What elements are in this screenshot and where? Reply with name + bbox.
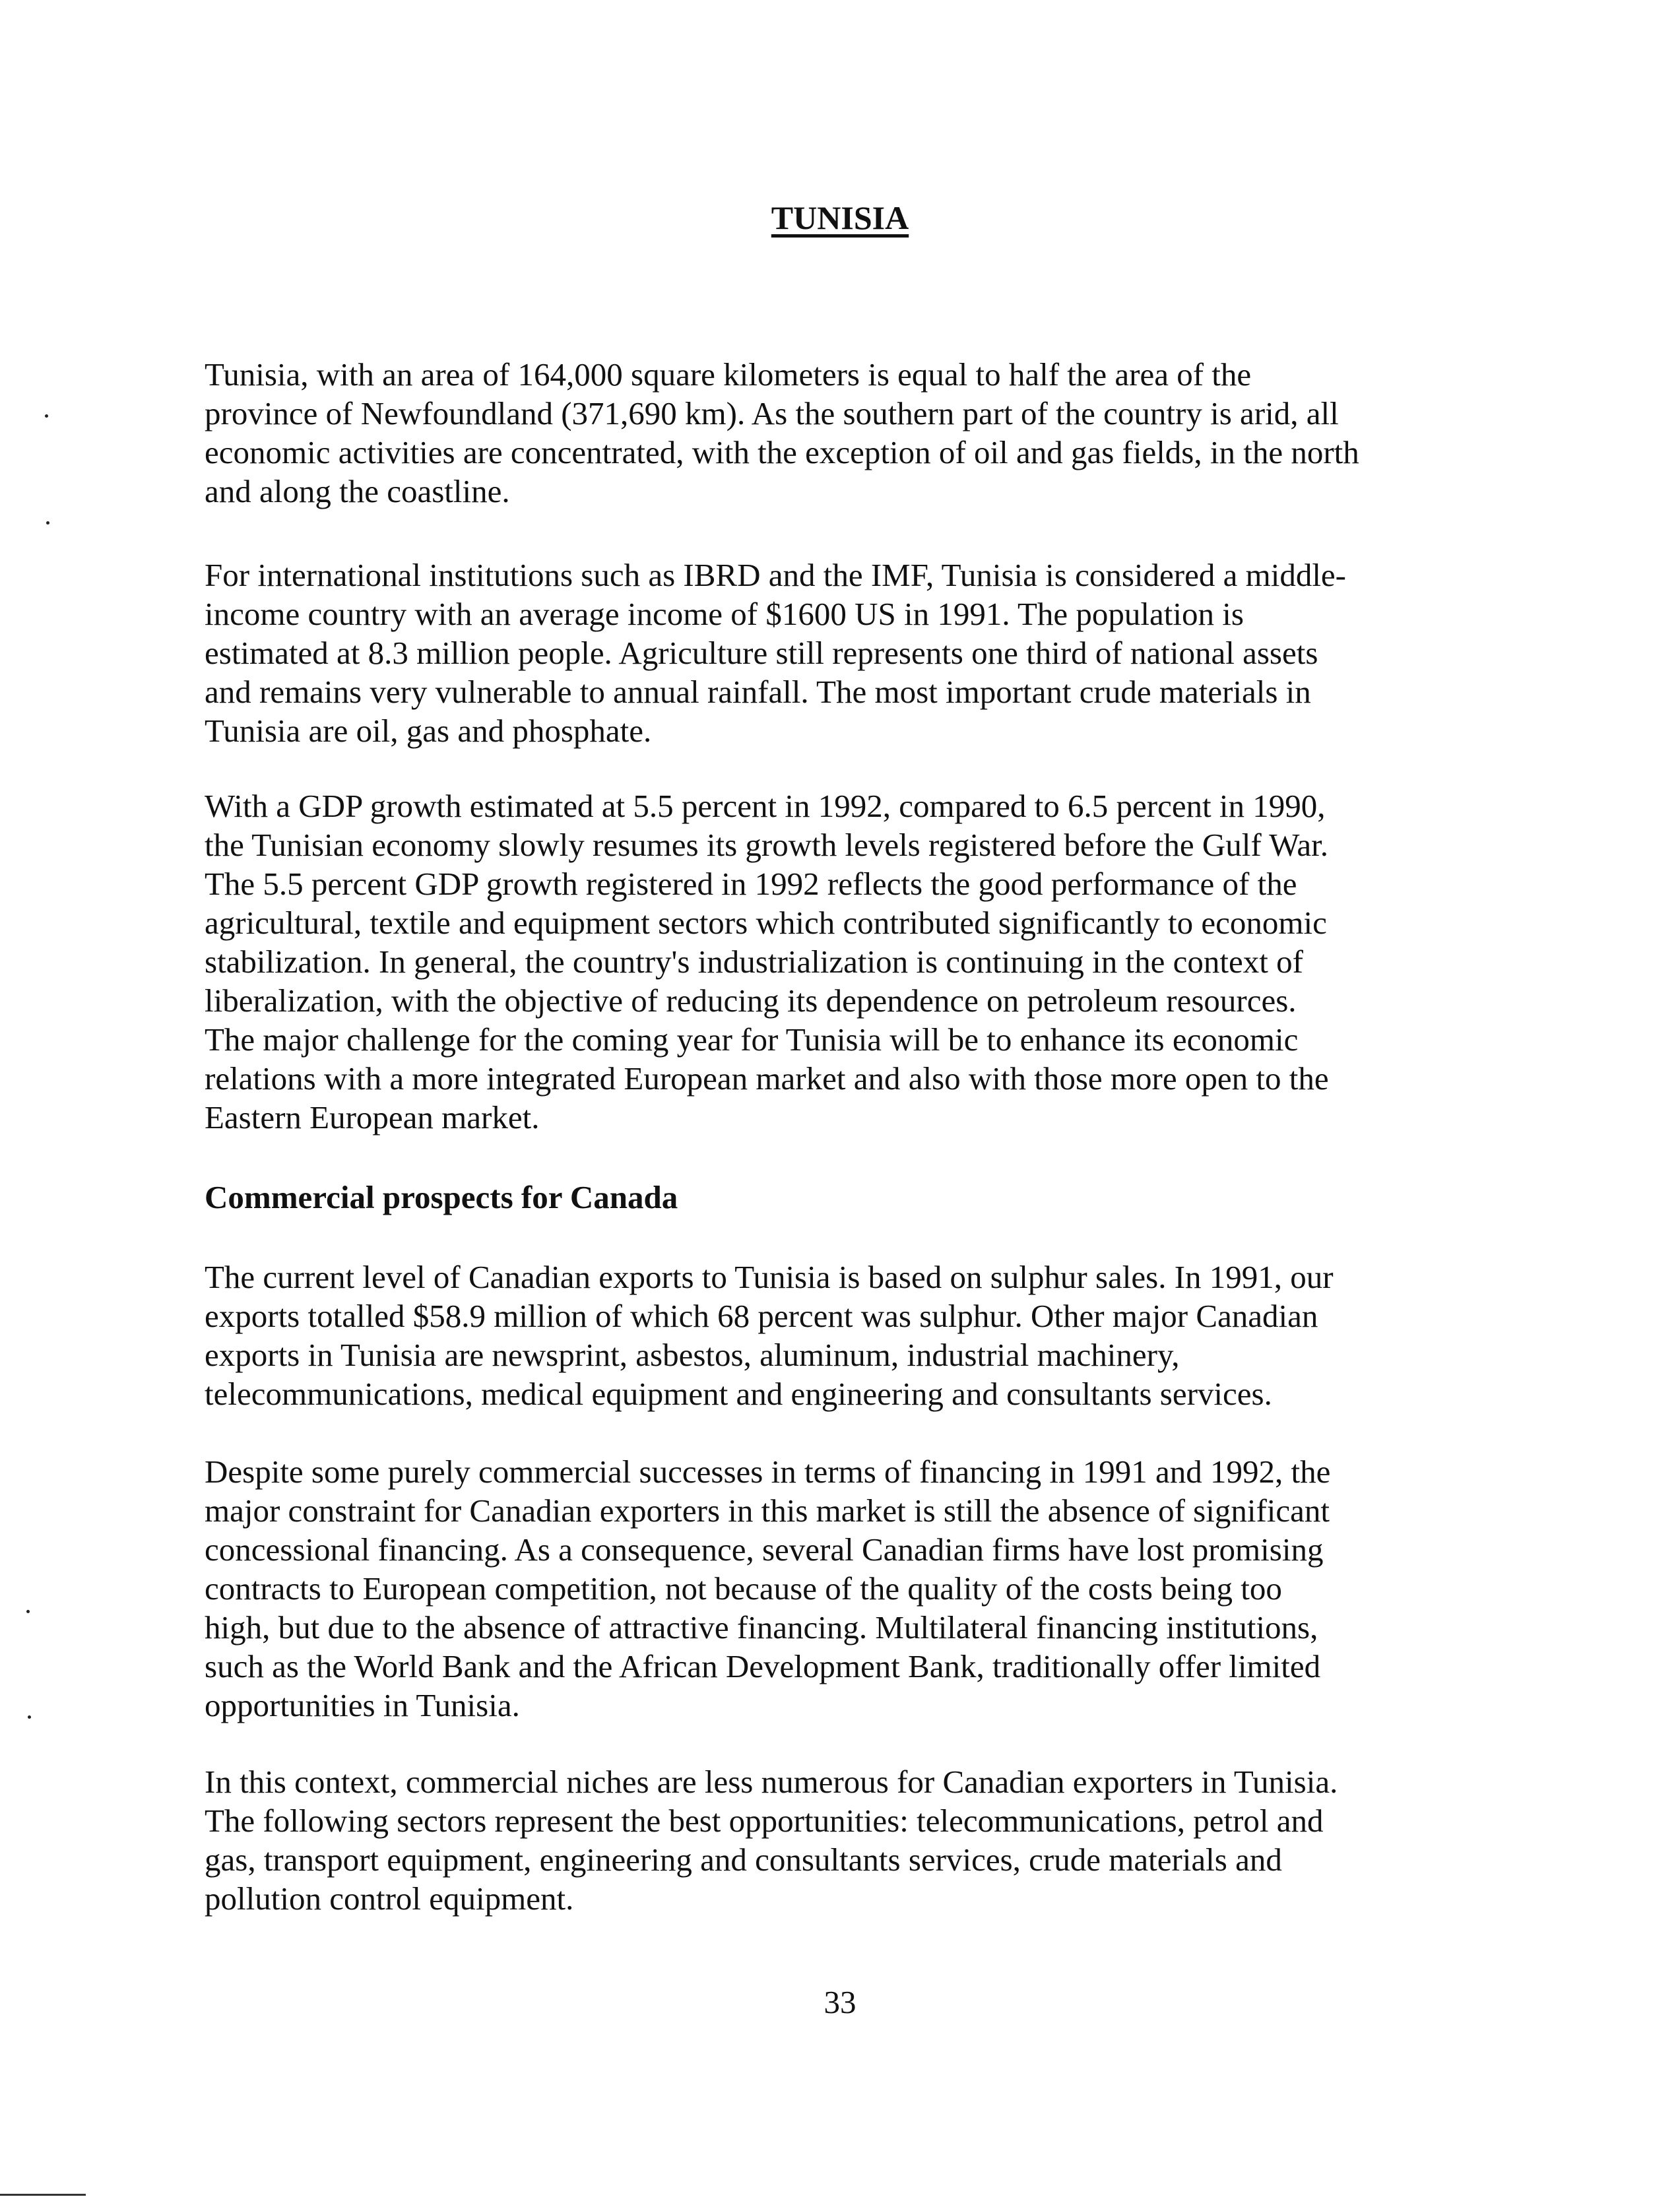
text-line: stabilization. In general, the country's industrialization is continuing in the context of — [205, 943, 1303, 980]
section-heading: Commercial prospects for Canada — [205, 1179, 678, 1215]
text-line: the Tunisian economy slowly resumes its growth levels registered before the Gulf War. — [205, 827, 1329, 863]
text-line: Eastern European market. — [205, 1099, 540, 1135]
text-line: For international institutions such as IBRD and the IMF, Tunisia is considered a middle- — [205, 557, 1347, 593]
page-number: 33 — [824, 1984, 856, 2020]
text-line: With a GDP growth estimated at 5.5 percent in 1992, compared to 6.5 percent in 1990, — [205, 788, 1326, 824]
text-line: high, but due to the absence of attractive financing. Multilateral financing institutions, — [205, 1609, 1318, 1646]
text-line: The following sectors represent the best opportunities: telecommunications, petrol and — [205, 1803, 1324, 1839]
scan-speck — [28, 1715, 31, 1719]
paragraph-economy — [205, 556, 1498, 750]
scan-speck — [46, 521, 49, 525]
text-line: exports totalled $58.9 million of which 68 percent was sulphur. Other major Canadian — [205, 1298, 1318, 1334]
text-line: agricultural, textile and equipment sectors which contributed significantly to economic — [205, 905, 1327, 941]
scan-speck — [45, 414, 48, 418]
text-line: pollution control equipment. — [205, 1880, 574, 1917]
text-line: opportunities in Tunisia. — [205, 1687, 520, 1723]
text-line: gas, transport equipment, engineering and consultants services, crude materials and — [205, 1841, 1282, 1878]
text-line: economic activities are concentrated, with the exception of oil and gas fields, in the north — [205, 434, 1359, 470]
scan-speck — [26, 1610, 30, 1613]
page-title: TUNISIA — [771, 199, 909, 236]
text-line: In this context, commercial niches are less numerous for Canadian exporters in Tunisia. — [205, 1764, 1338, 1800]
paragraph-financing — [205, 1452, 1498, 1725]
paragraph-opportunities — [205, 1762, 1498, 1918]
text-line: Despite some purely commercial successes in terms of financing in 1991 and 1992, the — [205, 1454, 1331, 1490]
paragraph-gdp-growth — [205, 786, 1498, 1137]
text-line: and along the coastline. — [205, 473, 510, 509]
scan-edge-line — [0, 2194, 86, 2196]
text-line: The major challenge for the coming year for Tunisia will be to enhance its economic — [205, 1021, 1299, 1058]
text-line: relations with a more integrated European market and also with those more open to the — [205, 1060, 1329, 1097]
text-line: contracts to European competition, not because of the quality of the costs being too — [205, 1570, 1282, 1607]
text-line: The 5.5 percent GDP growth registered in 1992 reflects the good performance of the — [205, 866, 1297, 902]
text-line: Tunisia, with an area of 164,000 square kilometers is equal to half the area of the — [205, 356, 1252, 393]
text-line: and remains very vulnerable to annual rainfall. The most important crude materials in — [205, 674, 1311, 710]
paragraph-area — [205, 355, 1498, 511]
text-line: Tunisia are oil, gas and phosphate. — [205, 713, 652, 749]
text-line: such as the World Bank and the African Development Bank, traditionally offer limited — [205, 1648, 1321, 1684]
text-line: province of Newfoundland (371,690 km). As the southern part of the country is arid, all — [205, 395, 1339, 431]
text-line: exports in Tunisia are newsprint, asbestos, aluminum, industrial machinery, — [205, 1337, 1180, 1373]
text-line: income country with an average income of $1600 US in 1991. The population is — [205, 596, 1244, 632]
text-line: telecommunications, medical equipment and engineering and consultants services. — [205, 1376, 1272, 1412]
paragraph-exports — [205, 1258, 1498, 1413]
text-line: major constraint for Canadian exporters in this market is still the absence of significant — [205, 1492, 1330, 1529]
text-line: concessional financing. As a consequence, several Canadian firms have lost promising — [205, 1531, 1324, 1568]
text-line: estimated at 8.3 million people. Agriculture still represents one third of national assets — [205, 635, 1318, 671]
text-line: liberalization, with the objective of reducing its dependence on petroleum resources. — [205, 982, 1297, 1019]
text-line: The current level of Canadian exports to Tunisia is based on sulphur sales. In 1991, our — [205, 1259, 1334, 1295]
